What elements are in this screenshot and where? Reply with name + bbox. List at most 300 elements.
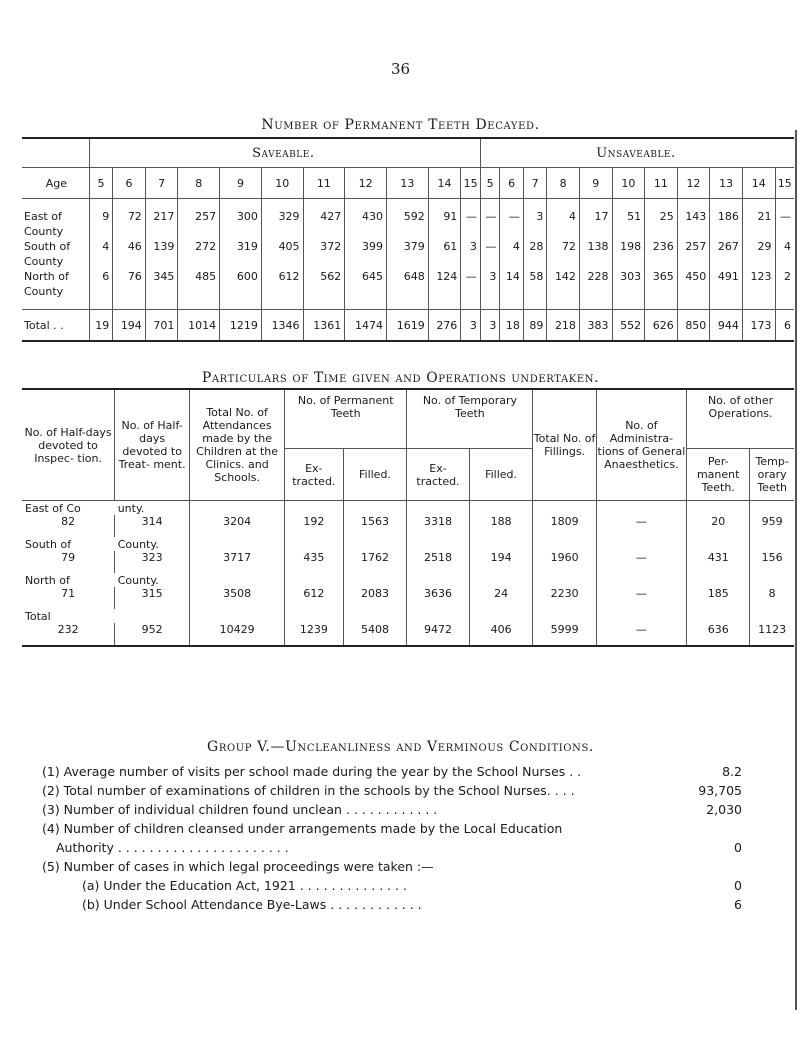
blank-cell <box>775 199 794 210</box>
row-label: County <box>24 255 64 268</box>
age-column-header: 7 <box>145 168 178 199</box>
row-label: North of <box>25 574 70 587</box>
age-column-header: 13 <box>710 168 743 199</box>
age-column-header: 11 <box>303 168 345 199</box>
blank-cell <box>523 299 546 310</box>
blank-cell <box>596 573 686 587</box>
blank-cell <box>387 199 429 210</box>
value-cell: 3 <box>523 209 546 224</box>
blank-cell <box>145 284 178 299</box>
list-item: (3) Number of individual children found unclean . . . . . . . . . . . . 2,030 <box>42 802 742 817</box>
blank-cell <box>285 537 343 551</box>
blank-cell <box>645 284 678 299</box>
value-cell: 156 <box>750 551 794 573</box>
list-item: (b) Under School Attendance Bye-Laws . . . . . . . . . . . . 6 <box>82 897 742 912</box>
blank-cell <box>113 224 146 239</box>
value-cell: 383 <box>579 310 612 342</box>
blank-cell <box>113 299 146 310</box>
blank-cell <box>303 224 345 239</box>
value-cell: 28 <box>523 239 546 254</box>
blank-cell <box>285 609 343 623</box>
blank-cell <box>750 609 794 623</box>
blank-cell <box>742 199 775 210</box>
blank-cell <box>687 573 750 587</box>
value-cell: 959 <box>750 515 794 537</box>
blank-cell <box>596 609 686 623</box>
blank-cell <box>645 254 678 269</box>
value-cell: 123 <box>742 269 775 284</box>
value-cell: 303 <box>612 269 645 284</box>
value-cell: 3508 <box>190 587 285 609</box>
blank-cell <box>190 501 285 516</box>
operations-table <box>22 388 794 647</box>
value-cell: 3204 <box>190 515 285 537</box>
value-cell: 427 <box>303 209 345 224</box>
blank-cell <box>428 199 461 210</box>
value-cell: 6 <box>89 269 112 284</box>
age-column-header: 14 <box>428 168 461 199</box>
value-cell: 372 <box>303 239 345 254</box>
blank-cell <box>533 501 596 516</box>
corner-cell <box>22 138 89 168</box>
blank-cell <box>500 284 523 299</box>
value-cell: 435 <box>285 551 343 573</box>
header-half-days-treatment: No. of Half-days devoted to Treat- ment. <box>115 389 190 501</box>
value-cell: 406 <box>469 623 533 646</box>
value-cell: 46 <box>113 239 146 254</box>
value-cell: 329 <box>261 209 303 224</box>
blank-cell <box>261 224 303 239</box>
value-cell: 1809 <box>533 515 596 537</box>
blank-cell <box>190 573 285 587</box>
value-cell: 431 <box>687 551 750 573</box>
value-cell: — <box>596 551 686 573</box>
blank-cell <box>461 199 481 210</box>
blank-cell <box>480 254 500 269</box>
value-cell: 850 <box>677 310 710 342</box>
blank-cell <box>407 573 469 587</box>
value-cell: — <box>461 269 481 284</box>
age-column-header: 15 <box>461 168 481 199</box>
blank-cell <box>220 284 262 299</box>
value-cell: 51 <box>612 209 645 224</box>
row-label-top: South of <box>24 240 71 253</box>
header-temporary-extracted: Ex- tracted. <box>407 449 469 501</box>
blank-cell <box>407 537 469 551</box>
value-cell: 315 <box>115 587 190 609</box>
blank-cell <box>687 537 750 551</box>
blank-cell <box>261 284 303 299</box>
list-item: (4) Number of children cleansed under arrangements made by the Local Education <box>42 821 563 836</box>
blank-cell <box>387 284 429 299</box>
value-cell: 399 <box>345 239 387 254</box>
value-cell: 323 <box>115 551 190 573</box>
value-cell: 1014 <box>178 310 220 342</box>
saveable-group-header: Saveable. <box>89 138 480 168</box>
blank-cell <box>428 254 461 269</box>
value-cell: 91 <box>428 209 461 224</box>
blank-cell <box>343 537 407 551</box>
value-cell: 192 <box>285 515 343 537</box>
value-cell: 4 <box>775 239 794 254</box>
blank-cell <box>710 199 743 210</box>
value-cell: 3717 <box>190 551 285 573</box>
age-column-header: 9 <box>579 168 612 199</box>
blank-cell <box>303 199 345 210</box>
blank-cell <box>742 299 775 310</box>
header-attendances: Total No. of Attendances made by the Children at the Clinics. and Schools. <box>190 389 285 501</box>
blank-cell <box>612 284 645 299</box>
blank-cell <box>612 299 645 310</box>
value-cell: 185 <box>687 587 750 609</box>
value-cell: 257 <box>178 209 220 224</box>
blank-cell <box>261 199 303 210</box>
value-cell: 276 <box>428 310 461 342</box>
blank-cell <box>547 254 580 269</box>
value-cell: 198 <box>612 239 645 254</box>
age-column-header: 8 <box>178 168 220 199</box>
blank-cell <box>775 299 794 310</box>
value-cell: 139 <box>145 239 178 254</box>
blank-cell <box>710 224 743 239</box>
blank-cell <box>343 573 407 587</box>
age-column-header: 15 <box>775 168 794 199</box>
value-cell: 71 <box>61 587 76 600</box>
value-cell: 217 <box>145 209 178 224</box>
value-cell: 79 <box>61 551 76 564</box>
value-cell: 21 <box>742 209 775 224</box>
blank-cell <box>89 284 112 299</box>
value-cell: 3636 <box>407 587 469 609</box>
list-item: (1) Average number of visits per school made during the year by the School Nurses . . 8.2 <box>42 764 742 779</box>
blank-cell <box>113 254 146 269</box>
value-cell: 9 <box>89 209 112 224</box>
blank-cell <box>261 254 303 269</box>
value-cell: 194 <box>469 551 533 573</box>
row-label-top: East of <box>24 210 62 223</box>
value-cell: 6 <box>775 310 794 342</box>
value-cell: — <box>775 209 794 224</box>
age-column-header: 8 <box>547 168 580 199</box>
value-cell: 10429 <box>190 623 285 646</box>
blank-cell <box>220 199 262 210</box>
value-cell: 18 <box>500 310 523 342</box>
blank-cell <box>612 199 645 210</box>
row-label-continued: County. <box>117 574 159 587</box>
blank-cell <box>285 501 343 516</box>
blank-cell <box>579 224 612 239</box>
value-cell: 272 <box>178 239 220 254</box>
blank-cell <box>345 299 387 310</box>
value-cell: 2230 <box>533 587 596 609</box>
blank-cell <box>461 284 481 299</box>
value-cell: 405 <box>261 239 303 254</box>
value-cell: 72 <box>113 209 146 224</box>
value-cell: 17 <box>579 209 612 224</box>
value-cell: 257 <box>677 239 710 254</box>
value-cell: 1346 <box>261 310 303 342</box>
value-cell: — <box>596 515 686 537</box>
blank-cell <box>261 299 303 310</box>
blank-cell <box>469 573 533 587</box>
row-label-continued <box>115 609 190 623</box>
age-column-header: 11 <box>645 168 678 199</box>
value-cell: 636 <box>687 623 750 646</box>
blank-cell <box>596 537 686 551</box>
blank-cell <box>687 609 750 623</box>
value-cell: — <box>500 209 523 224</box>
blank-cell <box>523 199 546 210</box>
blank-cell <box>645 199 678 210</box>
blank-cell <box>480 299 500 310</box>
blank-cell <box>677 284 710 299</box>
value-cell: 3318 <box>407 515 469 537</box>
blank-cell <box>547 284 580 299</box>
blank-cell <box>345 199 387 210</box>
value-cell: 9472 <box>407 623 469 646</box>
value-cell: — <box>461 209 481 224</box>
blank-cell <box>89 224 112 239</box>
blank-cell <box>480 224 500 239</box>
blank-cell <box>612 254 645 269</box>
value-cell: 701 <box>145 310 178 342</box>
value-cell: 89 <box>523 310 546 342</box>
blank-cell <box>750 573 794 587</box>
value-cell: 645 <box>345 269 387 284</box>
blank-cell <box>533 573 596 587</box>
blank-cell <box>533 609 596 623</box>
value-cell: 188 <box>469 515 533 537</box>
blank-cell <box>89 254 112 269</box>
value-cell: 82 <box>61 515 76 528</box>
blank-cell <box>113 199 146 210</box>
row-label-continued: unty. <box>117 502 145 515</box>
value-cell: 319 <box>220 239 262 254</box>
table1-title: Number of Permanent Teeth Decayed. <box>261 117 540 133</box>
value-cell: 8 <box>750 587 794 609</box>
blank-cell <box>742 284 775 299</box>
blank-cell <box>596 501 686 516</box>
row-label: County <box>24 285 64 298</box>
age-header: Age <box>22 168 89 199</box>
value-cell: 1239 <box>285 623 343 646</box>
blank-cell <box>190 537 285 551</box>
blank-cell <box>285 573 343 587</box>
value-cell: 236 <box>645 239 678 254</box>
header-temporary-teeth: No. of Temporary Teeth <box>407 389 533 449</box>
value-cell: 3 <box>461 310 481 342</box>
age-column-header: 5 <box>89 168 112 199</box>
row-label-top: North of <box>24 270 69 283</box>
blank-cell <box>428 224 461 239</box>
value-cell: 552 <box>612 310 645 342</box>
blank-cell <box>750 537 794 551</box>
blank-cell <box>89 199 112 210</box>
list-item: (2) Total number of examinations of children in the schools by the School Nurses. . . . 93,705 <box>42 783 742 798</box>
age-column-header: 10 <box>612 168 645 199</box>
age-column-header: 10 <box>261 168 303 199</box>
blank-cell <box>303 254 345 269</box>
row-label: East of Co <box>25 502 81 515</box>
value-cell: 4 <box>547 209 580 224</box>
blank-cell <box>677 254 710 269</box>
blank-cell <box>345 284 387 299</box>
value-cell: 5999 <box>533 623 596 646</box>
value-cell: — <box>596 587 686 609</box>
value-cell: 1361 <box>303 310 345 342</box>
blank-cell <box>220 254 262 269</box>
blank-cell <box>547 224 580 239</box>
blank-cell <box>428 299 461 310</box>
value-cell: 1960 <box>533 551 596 573</box>
blank-cell <box>500 254 523 269</box>
age-column-header: 7 <box>523 168 546 199</box>
blank-cell <box>523 284 546 299</box>
blank-cell <box>343 501 407 516</box>
blank-cell <box>190 609 285 623</box>
blank-cell <box>775 224 794 239</box>
blank-cell <box>407 501 469 516</box>
value-cell: 1619 <box>387 310 429 342</box>
value-cell: 485 <box>178 269 220 284</box>
blank-cell <box>645 299 678 310</box>
blank-cell <box>500 199 523 210</box>
blank-cell <box>178 199 220 210</box>
age-column-header: 6 <box>500 168 523 199</box>
group-v-title: Group V.—Uncleanliness and Verminous Conditions. <box>207 739 594 755</box>
blank-cell <box>303 284 345 299</box>
value-cell: 5408 <box>343 623 407 646</box>
value-cell: 1123 <box>750 623 794 646</box>
value-cell: — <box>480 209 500 224</box>
age-column-header: 12 <box>677 168 710 199</box>
value-cell: 379 <box>387 239 429 254</box>
blank-cell <box>742 254 775 269</box>
blank-cell <box>523 254 546 269</box>
value-cell: 612 <box>261 269 303 284</box>
value-cell: 450 <box>677 269 710 284</box>
value-cell: 4 <box>89 239 112 254</box>
value-cell: — <box>596 623 686 646</box>
blank-cell <box>677 199 710 210</box>
value-cell: 1474 <box>345 310 387 342</box>
blank-cell <box>710 299 743 310</box>
value-cell: 600 <box>220 269 262 284</box>
value-cell: 952 <box>115 623 190 646</box>
blank-cell <box>220 299 262 310</box>
header-permanent-extracted: Ex- tracted. <box>285 449 343 501</box>
value-cell: 3 <box>480 310 500 342</box>
blank-cell <box>750 501 794 516</box>
blank-cell <box>523 224 546 239</box>
blank-cell <box>345 224 387 239</box>
header-other-temporary: Temp- orary Teeth <box>750 449 794 501</box>
header-temporary-filled: Filled. <box>469 449 533 501</box>
blank-cell <box>480 199 500 210</box>
value-cell: 2 <box>775 269 794 284</box>
age-column-header: 14 <box>742 168 775 199</box>
blank-cell <box>178 254 220 269</box>
blank-cell <box>742 224 775 239</box>
age-column-header: 6 <box>113 168 146 199</box>
age-column-header: 12 <box>345 168 387 199</box>
value-cell: 61 <box>428 239 461 254</box>
blank-cell <box>579 199 612 210</box>
value-cell: 19 <box>89 310 112 342</box>
value-cell: 612 <box>285 587 343 609</box>
blank-cell <box>145 199 178 210</box>
blank-cell <box>677 299 710 310</box>
value-cell: — <box>480 239 500 254</box>
blank-cell <box>220 224 262 239</box>
blank-cell <box>710 284 743 299</box>
age-column-header: 9 <box>220 168 262 199</box>
row-label: County <box>24 225 64 238</box>
value-cell: 138 <box>579 239 612 254</box>
value-cell: 430 <box>345 209 387 224</box>
blank-cell <box>145 254 178 269</box>
value-cell: 232 <box>57 623 79 636</box>
value-cell: 228 <box>579 269 612 284</box>
blank-cell <box>480 284 500 299</box>
age-column-header: 5 <box>480 168 500 199</box>
value-cell: 562 <box>303 269 345 284</box>
value-cell: 1219 <box>220 310 262 342</box>
table2-title: Particulars of Time given and Operations undertaken. <box>201 370 600 386</box>
blank-cell <box>145 299 178 310</box>
header-other-permanent: Per- manent Teeth. <box>687 449 750 501</box>
blank-cell <box>775 254 794 269</box>
header-permanent-filled: Filled. <box>343 449 407 501</box>
blank-cell <box>461 299 481 310</box>
row-label-continued: County. <box>117 538 159 551</box>
value-cell: 491 <box>710 269 743 284</box>
blank-cell <box>407 609 469 623</box>
value-cell: 14 <box>500 269 523 284</box>
value-cell: 143 <box>677 209 710 224</box>
value-cell: 626 <box>645 310 678 342</box>
header-other-operations: No. of other Operations. <box>687 389 794 449</box>
unsaveable-group-header: Unsaveable. <box>480 138 794 168</box>
blank-cell <box>710 254 743 269</box>
value-cell: 365 <box>645 269 678 284</box>
value-cell: 944 <box>710 310 743 342</box>
blank-cell <box>775 284 794 299</box>
value-cell: 314 <box>115 515 190 537</box>
header-fillings: Total No. of Fillings. <box>533 389 596 501</box>
blank-cell <box>469 501 533 516</box>
value-cell: 2518 <box>407 551 469 573</box>
age-column-header: 13 <box>387 168 429 199</box>
value-cell: 2083 <box>343 587 407 609</box>
list-item: (a) Under the Education Act, 1921 . . . . . . . . . . . . . . 0 <box>82 878 742 893</box>
blank-cell <box>579 254 612 269</box>
blank-cell <box>387 224 429 239</box>
blank-cell <box>387 299 429 310</box>
value-cell: 142 <box>547 269 580 284</box>
value-cell: 267 <box>710 239 743 254</box>
blank-cell <box>547 199 580 210</box>
blank-cell <box>178 299 220 310</box>
header-anaesthetics: No. of Administra- tions of General Anaesthetics. <box>596 389 686 501</box>
blank-cell <box>461 254 481 269</box>
value-cell: 345 <box>145 269 178 284</box>
list-item: (5) Number of cases in which legal proceedings were taken :— <box>42 859 434 874</box>
row-label: Total <box>25 610 51 623</box>
value-cell: 25 <box>645 209 678 224</box>
value-cell: 648 <box>387 269 429 284</box>
blank-cell <box>533 537 596 551</box>
